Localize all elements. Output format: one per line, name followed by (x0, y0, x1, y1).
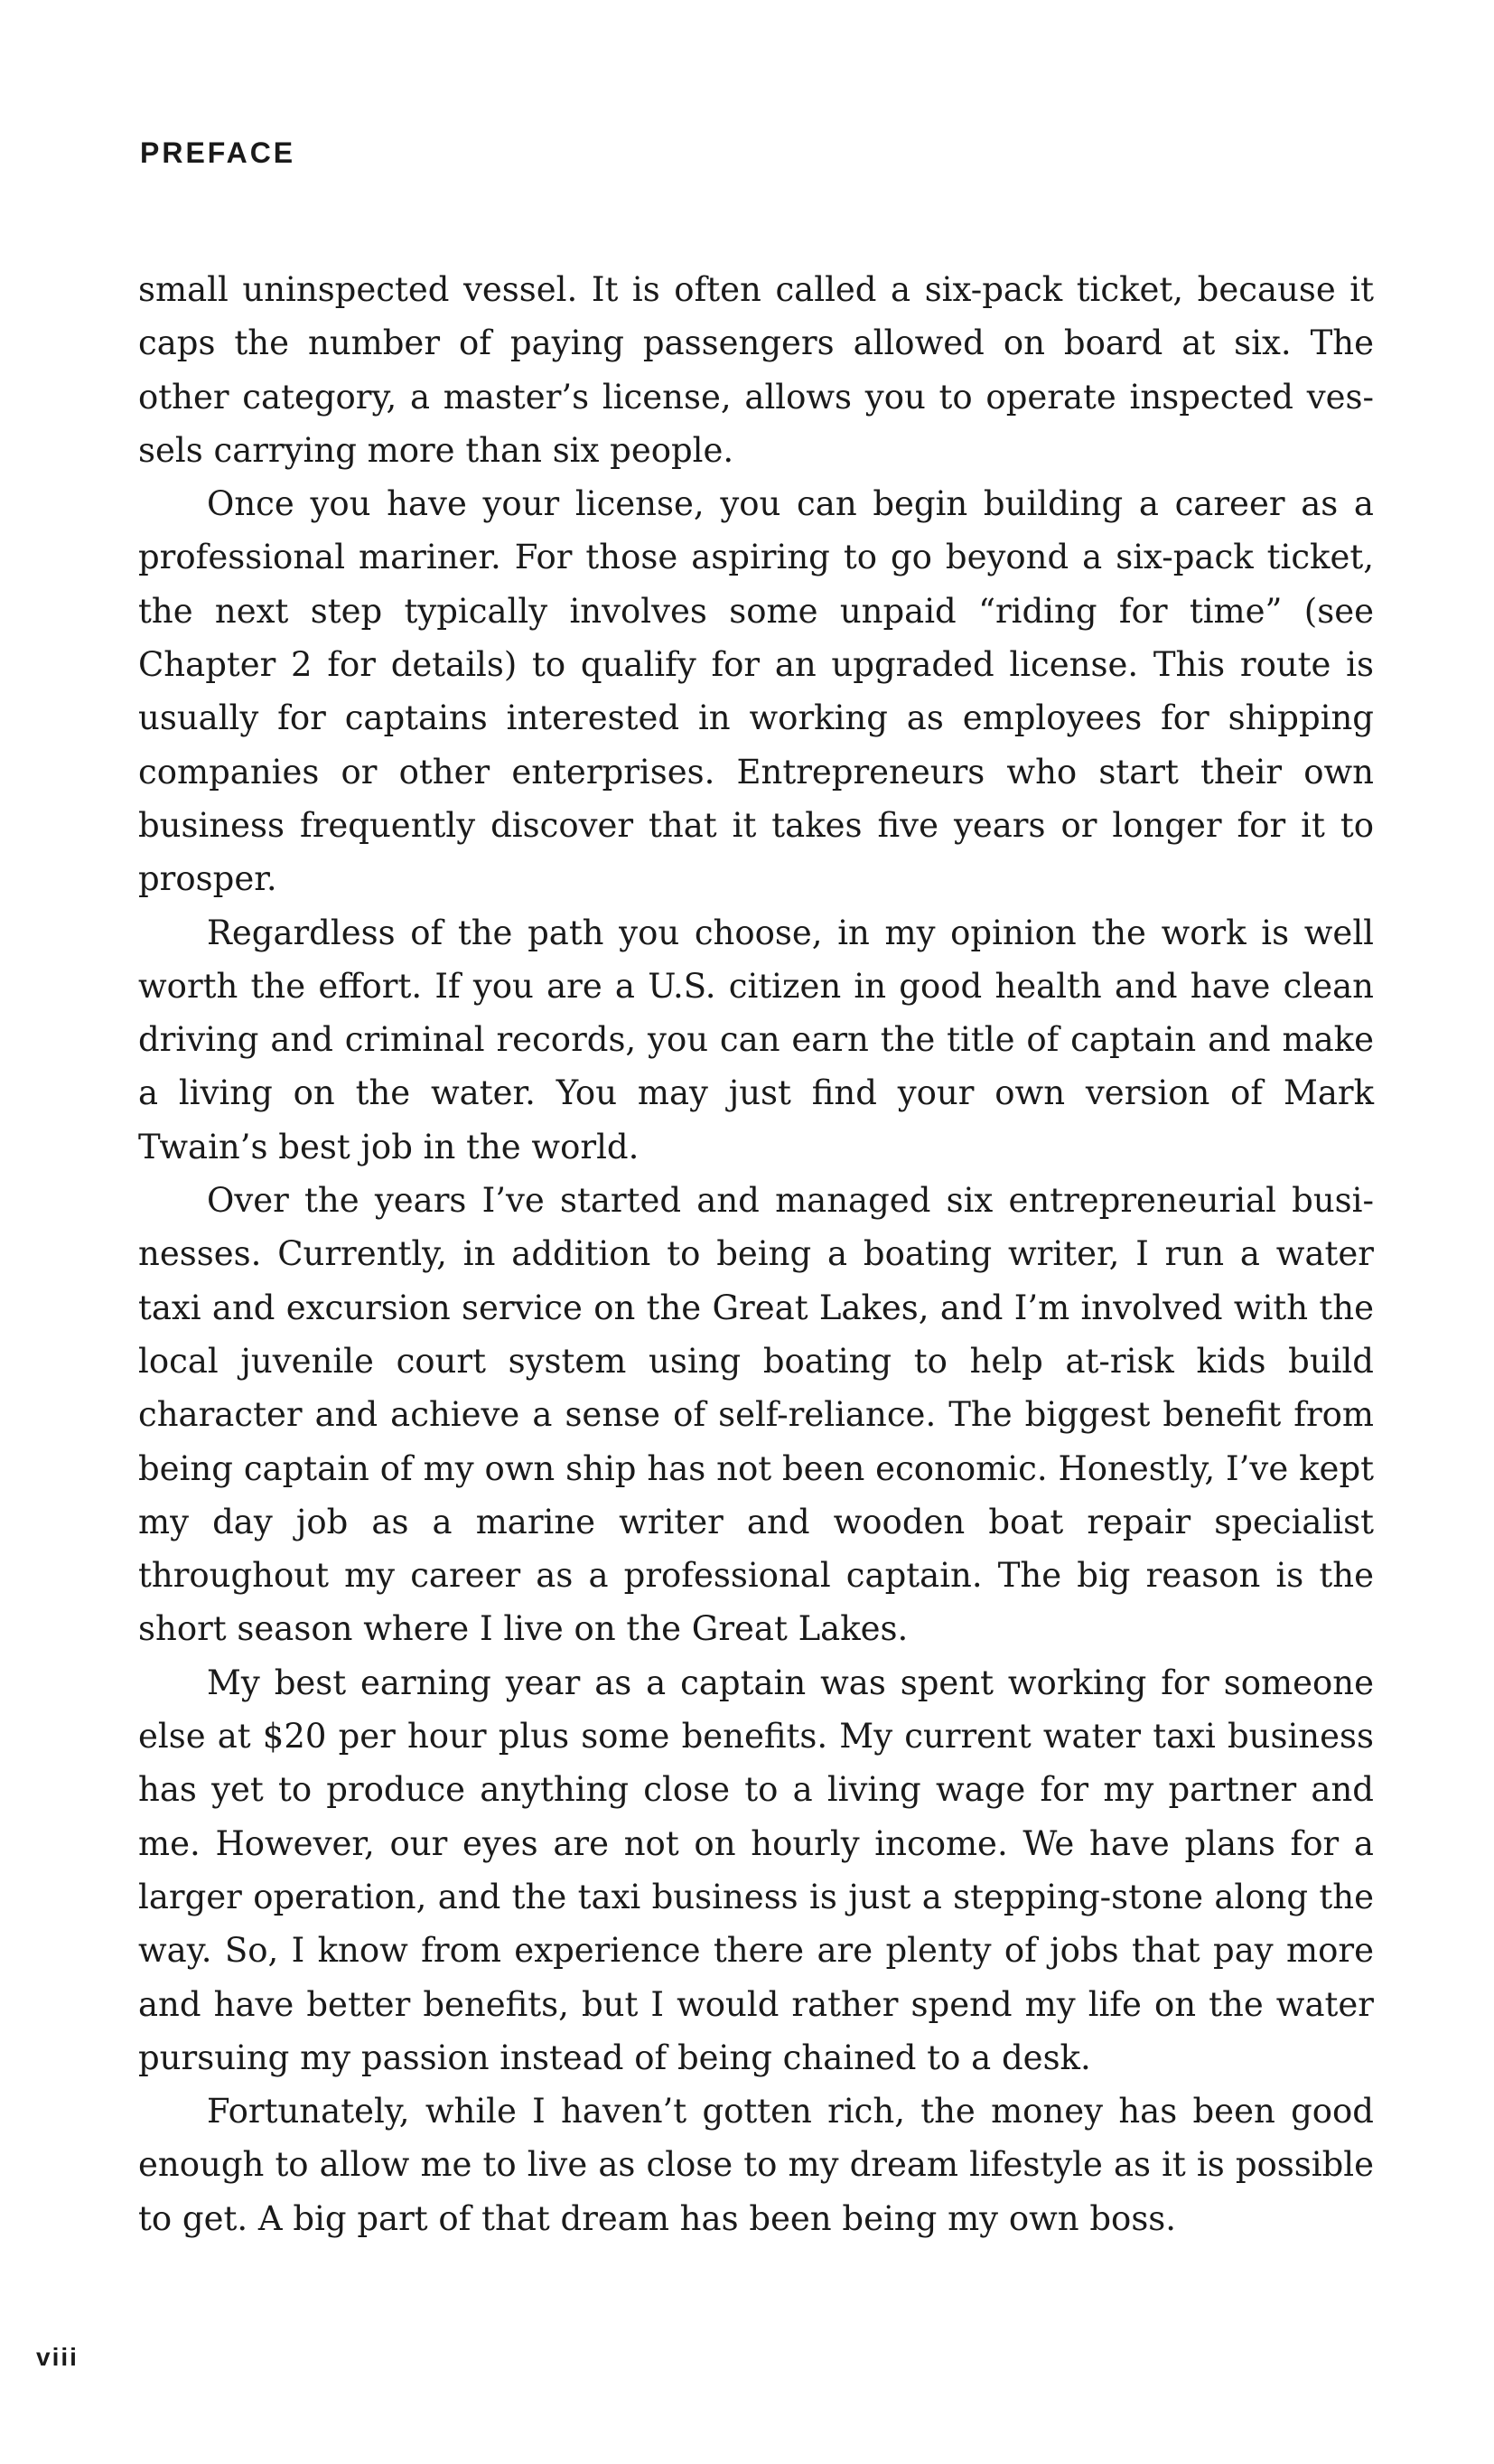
paragraph: Regardless of the path you choose, in my opinion the work is well worth the effort. If you are a U.S. citizen in good health and have clean driving and criminal records, you can earn the title of captain and make a living on the water. You may just find your own version of Mark Twain’s best job in the world. (138, 913, 1374, 1166)
paragraph: Once you have your license, you can begin building a career as a professional mariner. For those aspiring to go beyond a six-pack ticket, the next step typically involves some unpaid “riding for time” (see Chapter 2 for details) to qualify for an upgraded license. This route is usually for captains interested in working as employees for shipping companies or other enterprises. Entrepreneurs who start their own business frequently discover that it takes five years or longer for it to prosper. (138, 484, 1374, 899)
paragraph: Fortunately, while I haven’t gotten rich, the money has been good enough to allow me to live as close to my dream lifestyle as it is possible to get. A big part of that dream has been being my own boss. (138, 2092, 1374, 2238)
body-text (138, 263, 1374, 2245)
paragraph: small uninspected vessel. It is often called a six-pack ticket, because it caps the number of paying passengers allowed on board at six. The other category, a master’s license, allows you to operate inspected vessels carrying more than six people. (138, 270, 1374, 470)
paragraph: My best earning year as a captain was spent working for someone else at $20 per hour plus some benefits. My current water taxi business has yet to produce anything close to a living wage for my partner and me. However, our eyes are not on hourly income. We have plans for a larger operation, and the taxi business is just a stepping-stone along the way. So, I know from experience there are plenty of jobs that pay more and have better benefits, but I would rather spend my life on the water pursuing my passion instead of being chained to a desk. (138, 1663, 1374, 2077)
paragraph: Over the years I’ve started and managed six entrepreneurial businesses. Currently, in addition to being a boating writer, I run a water taxi and excursion service on the Great Lakes, and I’m involved with the local juvenile court system using boating to help at-risk kids build character and achieve a sense of self-reliance. The biggest benefit from being captain of my own ship has not been economic. Honestly, I’ve kept my day job as a marine writer and wooden boat repair specialist throughout my career as a professional captain. The big reason is the short season where I live on the Great Lakes. (138, 1181, 1374, 1649)
page-number: viii (36, 2343, 79, 2371)
running-head: PREFACE (140, 136, 296, 169)
